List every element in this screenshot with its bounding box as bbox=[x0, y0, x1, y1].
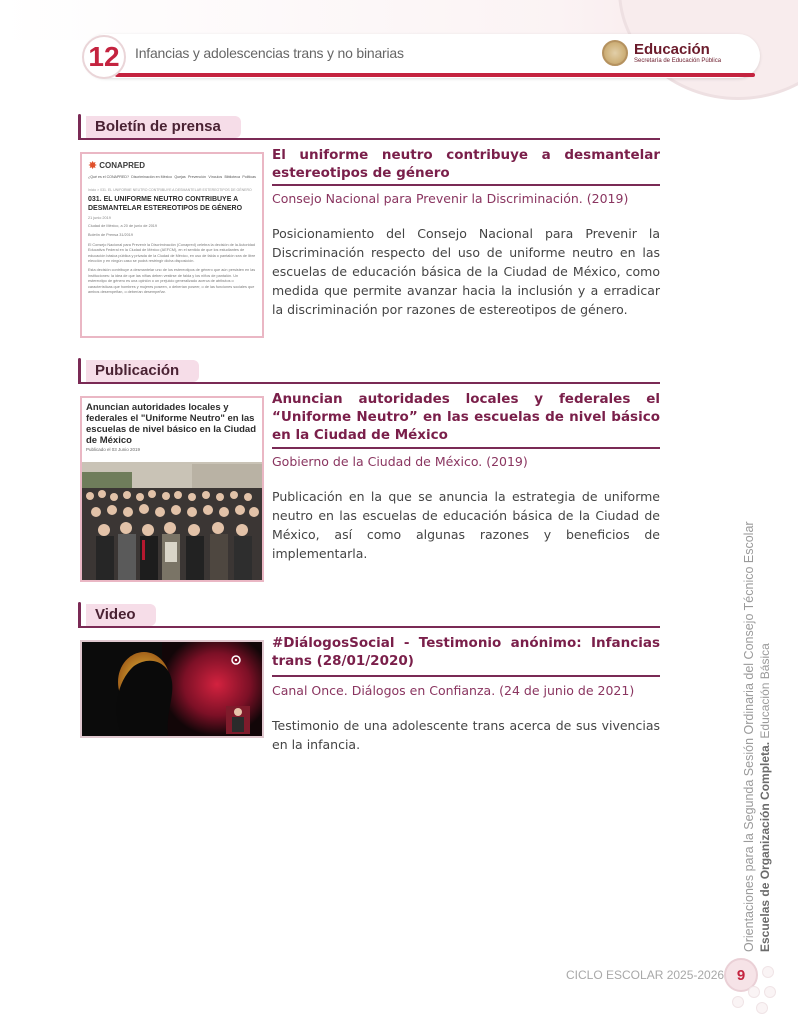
press-description: Posicionamiento del Consejo Nacional para Prevenir la Discriminación respecto del uso de uniforme neutro en las escuelas de educación básica de la Ciudad de México, como medida que permite avanzar hacia la inclusión y a erradicar la discriminación por razones de estereotipos de género. bbox=[272, 226, 660, 317]
side-caption bbox=[742, 521, 772, 952]
thumb-paragraph: Boletín de Prensa 31/2019 bbox=[88, 233, 133, 238]
thumb-date: 21 junio 2019 bbox=[88, 216, 111, 220]
decor-dot bbox=[732, 996, 744, 1008]
press-divider bbox=[272, 184, 660, 186]
video-source: Canal Once. Diálogos en Confianza. (24 de junio de 2021) bbox=[272, 683, 635, 698]
publication-source: Gobierno de la Ciudad de México. (2019) bbox=[272, 454, 528, 469]
video-title[interactable]: #DiálogosSocial - Testimonio anónimo: Infancias trans (28/01/2020) bbox=[272, 635, 660, 669]
chapter-number: 12 bbox=[88, 41, 120, 72]
video-divider bbox=[272, 675, 660, 677]
publication-title[interactable]: Anuncian autoridades locales y federales el “Uniforme Neutro” en las escuelas de nivel básico en la Ciudad de México bbox=[272, 391, 660, 443]
publication-divider bbox=[272, 447, 660, 449]
thumb-brand: CONAPRED bbox=[99, 160, 145, 170]
national-seal-icon bbox=[602, 40, 628, 66]
decor-dot bbox=[748, 986, 760, 998]
thumb-paragraph: Esta decisión contribuye a desmantelar uno de los estereotipos de género que aún persisten en las instituciones: la idea de que las niñas deben vestirse de falda y los niños de pantalón. Un estereotipo de género es una opinión o un prejuicio generalizado acerca de atributos o características que hombres y mujeres poseen, o deberían poseer, o de las funciones sociales que ambos desempeñan, o deberían desempeñar. bbox=[88, 268, 256, 295]
logo-subtitle: Secretaría de Educación Pública bbox=[634, 57, 722, 64]
thumb-title: Anuncian autoridades locales y federales el "Uniforme Neutro" en las escuelas de nivel básico en la Ciudad de México bbox=[86, 402, 257, 446]
section-heading-press bbox=[78, 114, 660, 140]
section-label-video: Video bbox=[86, 604, 156, 626]
publication-thumbnail[interactable] bbox=[80, 396, 264, 582]
thumb-headline: 031. EL UNIFORME NEUTRO CONTRIBUYE A DESMANTELAR ESTEREOTIPOS DE GÉNERO bbox=[88, 196, 243, 212]
press-source: Consejo Nacional para Prevenir la Discriminación. (2019) bbox=[272, 191, 629, 206]
decor-dot bbox=[756, 1002, 768, 1014]
side-caption-line1: Orientaciones para la Segunda Sesión Ordinaria del Consejo Técnico Escolar bbox=[742, 521, 756, 952]
page-number: 9 bbox=[736, 966, 746, 984]
press-title[interactable]: El uniforme neutro contribuye a desmantelar estereotipos de género bbox=[272, 147, 660, 181]
thumb-breadcrumb: Inicio > 031. EL UNIFORME NEUTRO CONTRIBUYE A DESMANTELAR ESTEREOTIPOS DE GÉNERO bbox=[88, 188, 252, 192]
sep-logo bbox=[602, 40, 721, 66]
publication-description: Publicación en la que se anuncia la estrategia de uniforme neutro en las escuelas de educación básica de la Ciudad de México, así como algunas razones y beneficios de implementarla. bbox=[272, 489, 660, 561]
conapred-star-icon: ✸ bbox=[88, 158, 98, 172]
section-label-publication: Publicación bbox=[86, 360, 199, 382]
video-thumbnail[interactable] bbox=[80, 640, 264, 738]
thumb-date: Publicado el 03 Junio 2019 bbox=[86, 447, 141, 452]
video-frame bbox=[82, 642, 262, 736]
group-photo bbox=[82, 462, 262, 580]
thumb-nav: ¿Qué es el CONAPRED? Discriminación en México Quejas Prevención Vínculos Biblioteca Políticas bbox=[88, 175, 256, 179]
section-heading-video bbox=[78, 602, 660, 628]
thumb-paragraph: El Consejo Nacional para Prevenir la Discriminación (Conapred) celebra la decisión de la Autoridad Educativa Federal en la Ciudad de México (AEFCM), en el sentido de que los estudiantes de educación básica pública y privada de la Ciudad de México, en uso de falda o pantalón sea de libre elección y en ningún caso se podrá restringir dicha disposición. bbox=[88, 242, 256, 264]
section-label-press: Boletín de prensa bbox=[86, 116, 241, 138]
decor-dot bbox=[764, 986, 776, 998]
press-thumbnail[interactable] bbox=[80, 152, 264, 338]
school-cycle: CICLO ESCOLAR 2025-2026 bbox=[566, 968, 725, 982]
video-description: Testimonio de una adolescente trans acerca de sus vivencias en la infancia. bbox=[272, 718, 660, 752]
decor-dot bbox=[762, 966, 774, 978]
chapter-badge bbox=[82, 35, 126, 79]
logo-title: Educación bbox=[634, 40, 710, 58]
header-divider bbox=[115, 73, 755, 77]
side-caption-light: Educación Básica bbox=[758, 643, 772, 742]
header-title: Infancias y adolescencias trans y no binarias bbox=[135, 45, 404, 61]
side-caption-bold: Escuelas de Organización Completa. bbox=[758, 741, 772, 952]
section-heading-publication bbox=[78, 358, 660, 384]
thumb-paragraph: Ciudad de México, a 20 de junio de 2019 bbox=[88, 224, 158, 228]
